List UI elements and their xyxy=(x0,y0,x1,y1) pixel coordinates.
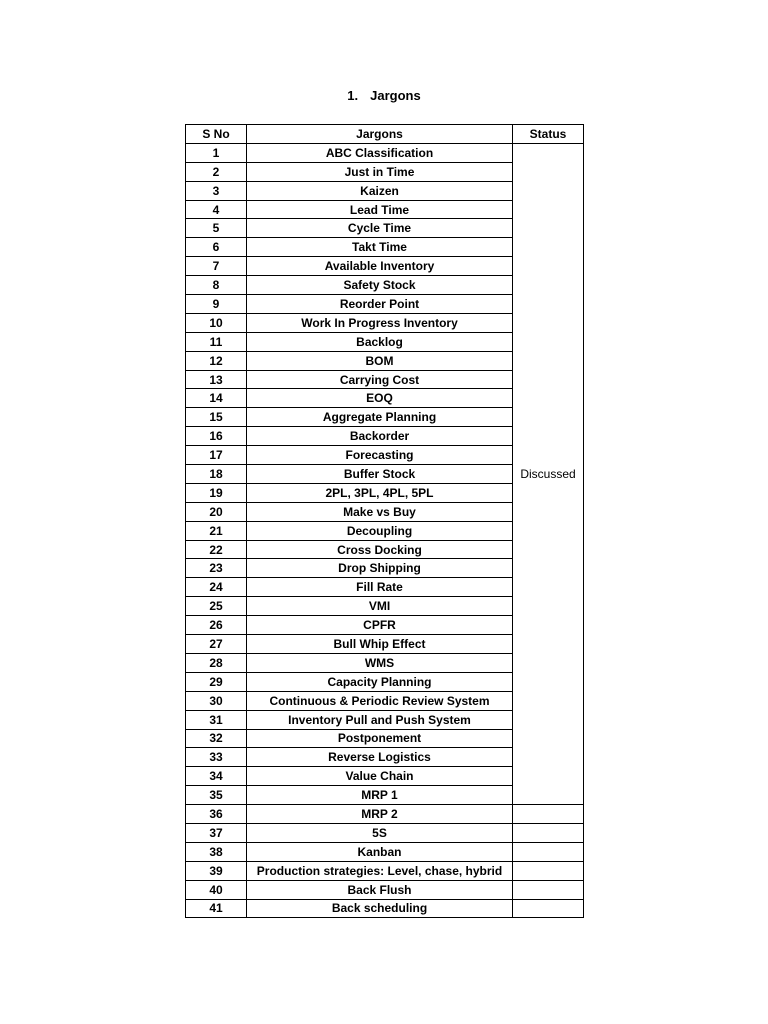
sno-cell: 9 xyxy=(186,295,247,314)
table-row xyxy=(186,842,584,861)
jargon-cell: Continuous & Periodic Review System xyxy=(247,691,513,710)
sno-cell: 1 xyxy=(186,143,247,162)
sno-cell: 16 xyxy=(186,427,247,446)
jargon-cell: EOQ xyxy=(247,389,513,408)
sno-cell: 39 xyxy=(186,861,247,880)
jargon-cell: Back scheduling xyxy=(247,899,513,918)
sno-cell: 40 xyxy=(186,880,247,899)
jargon-cell: Reverse Logistics xyxy=(247,748,513,767)
jargon-cell: Bull Whip Effect xyxy=(247,635,513,654)
sno-cell: 24 xyxy=(186,578,247,597)
jargon-cell: Make vs Buy xyxy=(247,502,513,521)
jargon-cell: Inventory Pull and Push System xyxy=(247,710,513,729)
sno-cell: 26 xyxy=(186,616,247,635)
sno-cell: 18 xyxy=(186,465,247,484)
jargon-cell: Backlog xyxy=(247,332,513,351)
sno-cell: 36 xyxy=(186,805,247,824)
sno-cell: 35 xyxy=(186,786,247,805)
sno-cell: 2 xyxy=(186,162,247,181)
sno-cell: 27 xyxy=(186,635,247,654)
jargon-cell: Postponement xyxy=(247,729,513,748)
jargon-cell: Drop Shipping xyxy=(247,559,513,578)
table-header-row xyxy=(186,125,584,144)
jargon-cell: Decoupling xyxy=(247,521,513,540)
sno-cell: 32 xyxy=(186,729,247,748)
jargon-cell: WMS xyxy=(247,653,513,672)
jargon-cell: Just in Time xyxy=(247,162,513,181)
header-sno: S No xyxy=(186,125,247,144)
sno-cell: 31 xyxy=(186,710,247,729)
sno-cell: 3 xyxy=(186,181,247,200)
jargon-cell: Kaizen xyxy=(247,181,513,200)
header-jargons: Jargons xyxy=(247,125,513,144)
jargon-cell: Buffer Stock xyxy=(247,465,513,484)
sno-cell: 11 xyxy=(186,332,247,351)
sno-cell: 25 xyxy=(186,597,247,616)
jargon-cell: MRP 2 xyxy=(247,805,513,824)
table-row xyxy=(186,143,584,162)
jargon-cell: CPFR xyxy=(247,616,513,635)
jargon-cell: Safety Stock xyxy=(247,276,513,295)
jargon-cell: Cross Docking xyxy=(247,540,513,559)
sno-cell: 29 xyxy=(186,672,247,691)
section-heading xyxy=(0,86,768,106)
jargon-cell: Value Chain xyxy=(247,767,513,786)
header-status: Status xyxy=(513,125,584,144)
jargons-table xyxy=(185,124,584,918)
jargon-cell: Takt Time xyxy=(247,238,513,257)
jargon-cell: Forecasting xyxy=(247,446,513,465)
sno-cell: 28 xyxy=(186,653,247,672)
sno-cell: 12 xyxy=(186,351,247,370)
status-cell xyxy=(513,899,584,918)
table-row xyxy=(186,880,584,899)
sno-cell: 21 xyxy=(186,521,247,540)
status-cell xyxy=(513,861,584,880)
jargon-cell: Reorder Point xyxy=(247,295,513,314)
sno-cell: 38 xyxy=(186,842,247,861)
sno-cell: 15 xyxy=(186,408,247,427)
status-cell xyxy=(513,880,584,899)
jargon-cell: BOM xyxy=(247,351,513,370)
table-row xyxy=(186,899,584,918)
jargon-cell: Lead Time xyxy=(247,200,513,219)
status-cell xyxy=(513,823,584,842)
table-row xyxy=(186,805,584,824)
jargon-cell: Kanban xyxy=(247,842,513,861)
status-cell xyxy=(513,805,584,824)
section-title: Jargons xyxy=(370,88,421,103)
jargon-cell: VMI xyxy=(247,597,513,616)
sno-cell: 13 xyxy=(186,370,247,389)
sno-cell: 41 xyxy=(186,899,247,918)
jargon-cell: Backorder xyxy=(247,427,513,446)
jargon-cell: 5S xyxy=(247,823,513,842)
jargon-cell: Fill Rate xyxy=(247,578,513,597)
sno-cell: 22 xyxy=(186,540,247,559)
jargon-cell: MRP 1 xyxy=(247,786,513,805)
sno-cell: 17 xyxy=(186,446,247,465)
sno-cell: 4 xyxy=(186,200,247,219)
sno-cell: 33 xyxy=(186,748,247,767)
table-row xyxy=(186,823,584,842)
sno-cell: 7 xyxy=(186,257,247,276)
status-cell xyxy=(513,842,584,861)
table-body xyxy=(186,143,584,918)
sno-cell: 34 xyxy=(186,767,247,786)
jargon-cell: 2PL, 3PL, 4PL, 5PL xyxy=(247,483,513,502)
sno-cell: 14 xyxy=(186,389,247,408)
sno-cell: 19 xyxy=(186,483,247,502)
jargon-cell: Carrying Cost xyxy=(247,370,513,389)
sno-cell: 20 xyxy=(186,502,247,521)
table-row xyxy=(186,861,584,880)
jargon-cell: Work In Progress Inventory xyxy=(247,313,513,332)
jargon-cell: Cycle Time xyxy=(247,219,513,238)
sno-cell: 6 xyxy=(186,238,247,257)
sno-cell: 30 xyxy=(186,691,247,710)
jargon-cell: Capacity Planning xyxy=(247,672,513,691)
status-cell-discussed: Discussed xyxy=(513,143,584,804)
sno-cell: 23 xyxy=(186,559,247,578)
jargon-cell: Available Inventory xyxy=(247,257,513,276)
jargon-cell: Aggregate Planning xyxy=(247,408,513,427)
sno-cell: 37 xyxy=(186,823,247,842)
jargon-cell: Back Flush xyxy=(247,880,513,899)
jargon-cell: Production strategies: Level, chase, hybrid xyxy=(247,861,513,880)
sno-cell: 5 xyxy=(186,219,247,238)
sno-cell: 8 xyxy=(186,276,247,295)
jargon-cell: ABC Classification xyxy=(247,143,513,162)
section-number: 1. xyxy=(347,88,359,103)
sno-cell: 10 xyxy=(186,313,247,332)
